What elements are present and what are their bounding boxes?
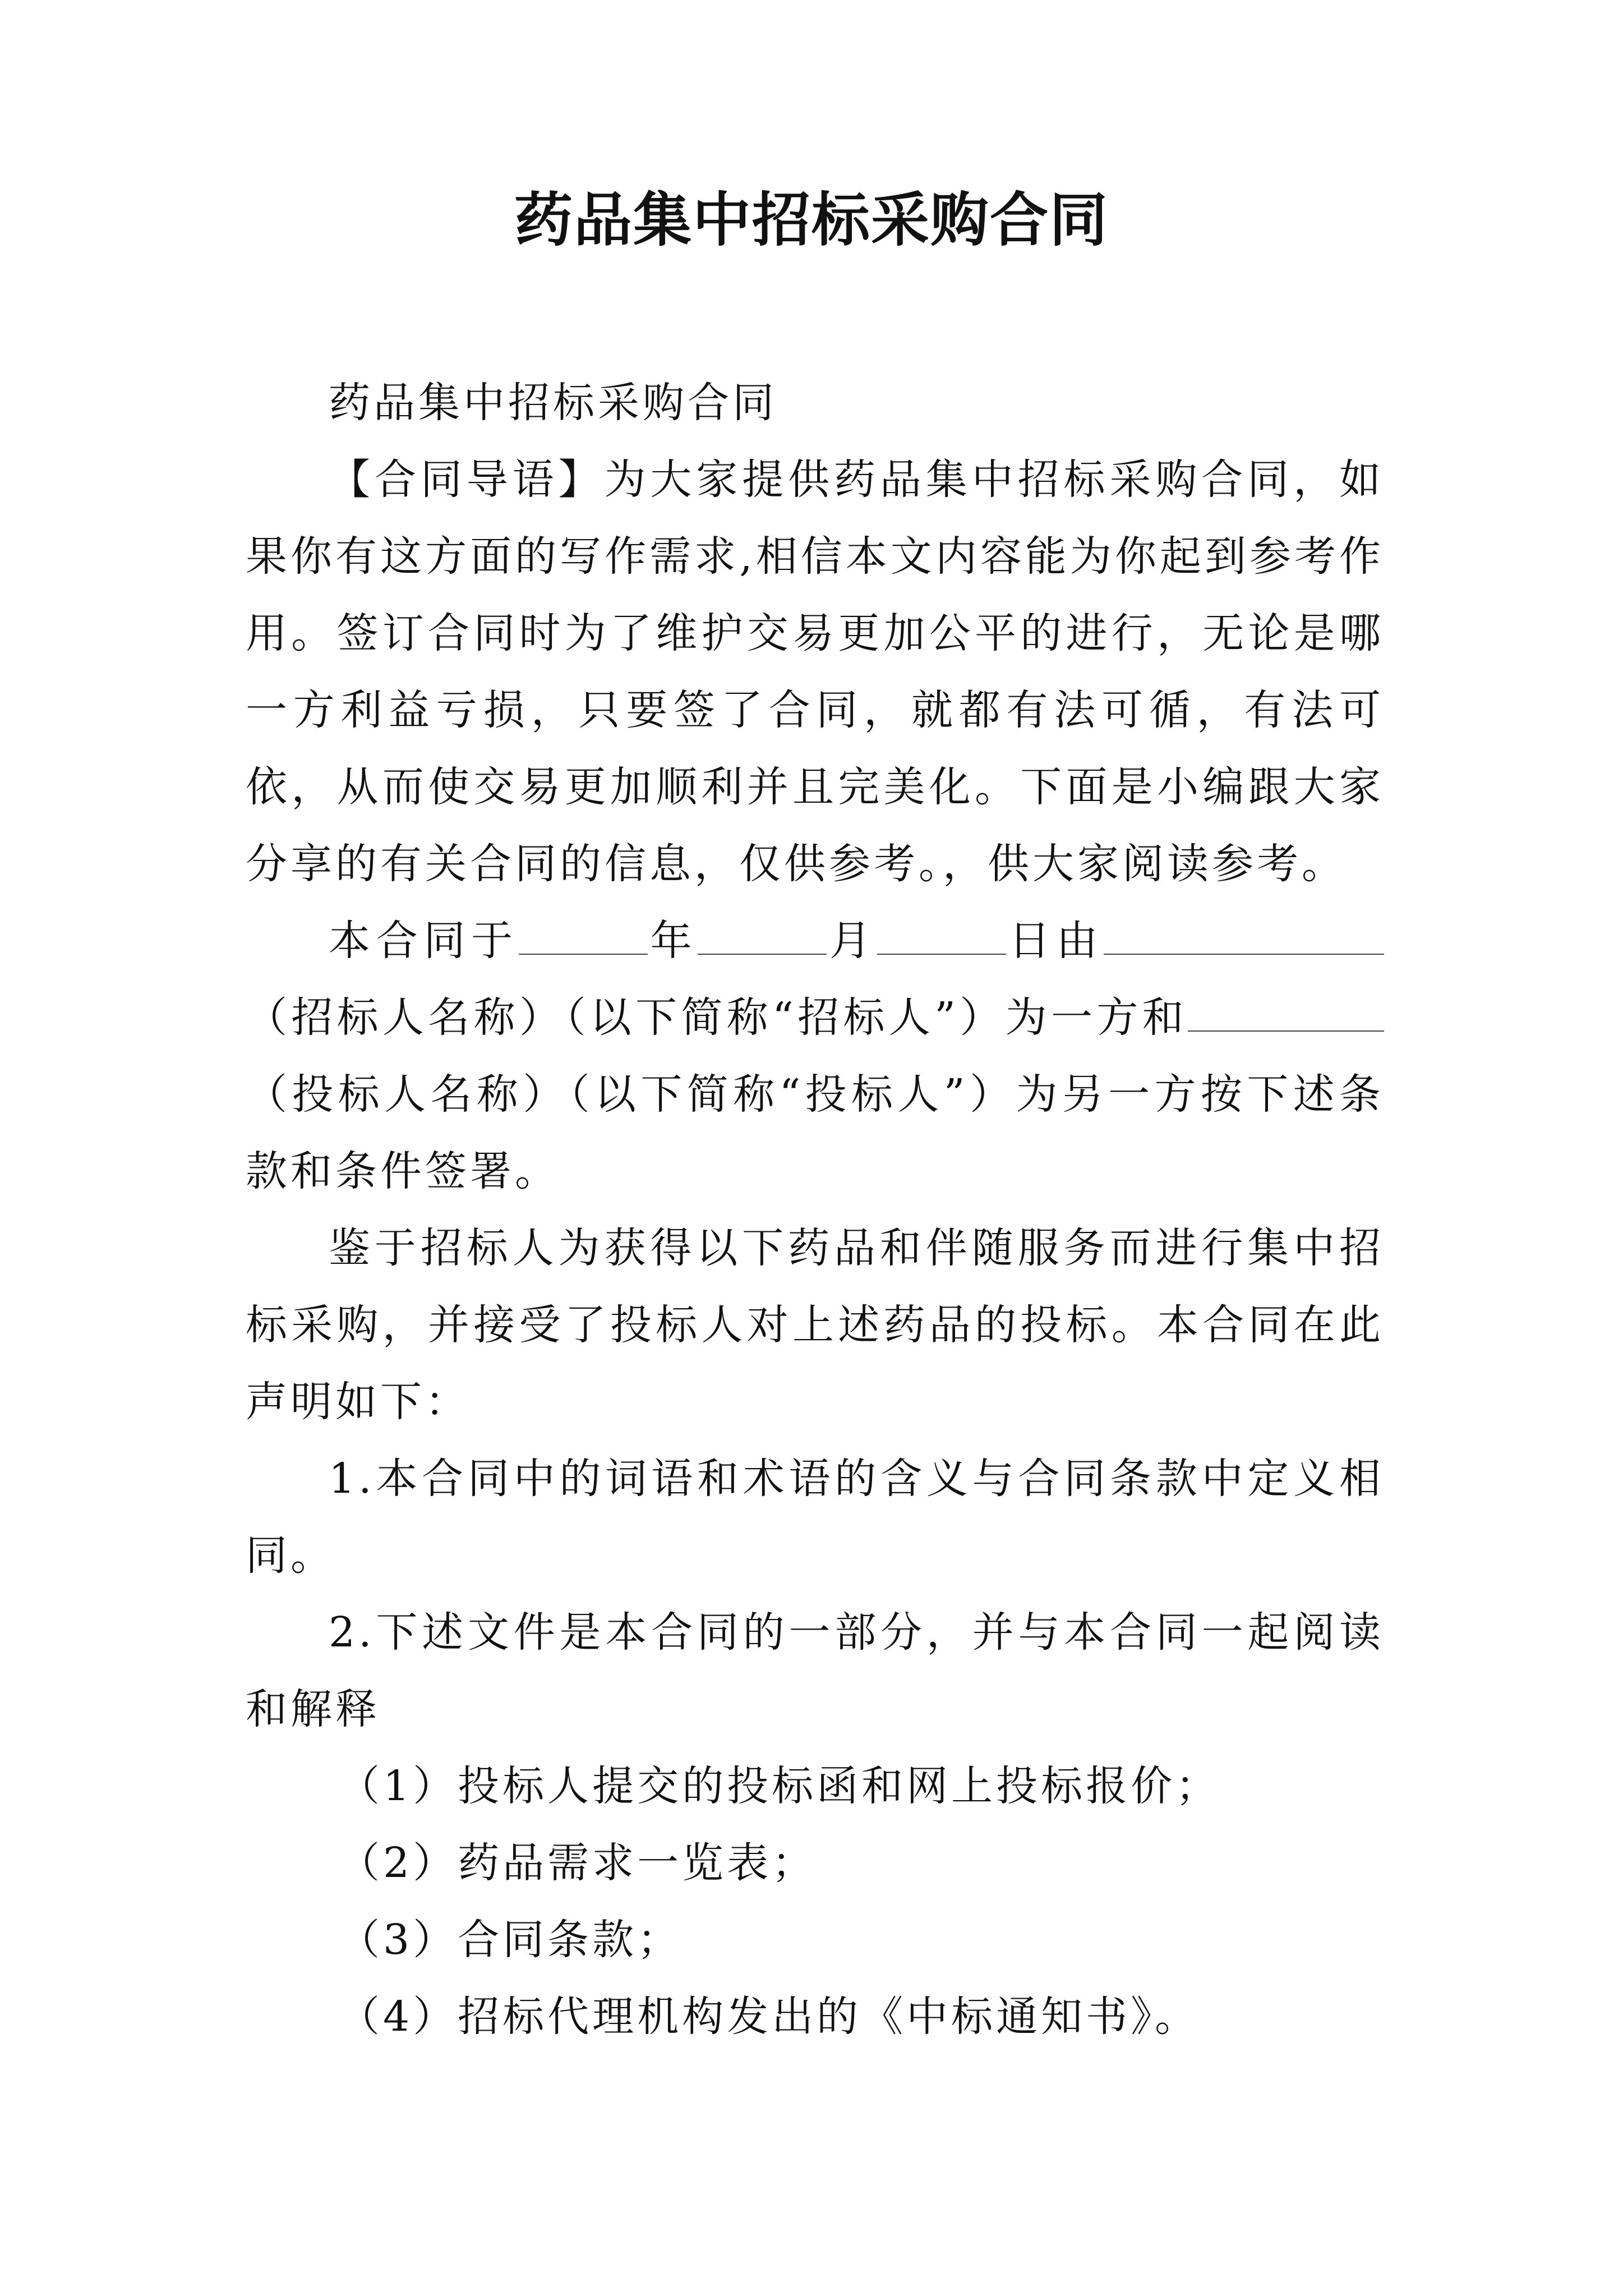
clause-2: 2.下述文件是本合同的一部分，并与本合同一起阅读和解释: [246, 1608, 1384, 1733]
day-label: 日由: [1006, 917, 1104, 965]
parties-text-3: （投标人名称）（以下简称“投标人”）为另一方按下述条款和条件签署。: [246, 1070, 1384, 1195]
clause-1: 1.本合同中的词语和术语的含义与合同条款中定义相同。: [246, 1455, 1384, 1580]
document-title: 药品集中招标采购合同: [514, 185, 1109, 254]
list-item: （3）合同条款；: [338, 1916, 683, 1964]
day-blank: [877, 916, 1006, 955]
bidder-blank: [1188, 993, 1384, 1032]
year-blank: [519, 916, 648, 955]
parties-paragraph: [246, 903, 1384, 1210]
whereas-paragraph: 鉴于招标人为获得以下药品和伴随服务而进行集中招标采购，并接受了投标人对上述药品的投标。本合同在此声明如下：: [246, 1224, 1384, 1426]
month-blank: [698, 916, 827, 955]
month-label: 月: [827, 917, 877, 965]
document-subtitle: 药品集中招标采购合同: [329, 379, 777, 427]
list-item: （1）投标人提交的投标函和网上投标报价；: [338, 1762, 1221, 1810]
tenderer-blank: [1104, 916, 1384, 955]
intro-paragraph: 【合同导语】为大家提供药品集中招标采购合同，如果你有这方面的写作需求,相信本文内容能为你起到参考作用。签订合同时为了维护交易更加公平的进行，无论是哪一方利益亏损，只要签了合同，就都有法可循，有法可依，从而使交易更加顺利并且完美化。下面是小编跟大家分享的有关合同的信息，仅供参考。，供大家阅读参考。: [246, 455, 1384, 888]
parties-text-2: （招标人名称）（以下简称“招标人”）为一方和: [246, 993, 1188, 1042]
list-item: （4）招标代理机构发出的《中标通知书》。: [338, 1993, 1200, 2041]
year-label: 年: [647, 917, 698, 965]
list-item: （2）药品需求一览表；: [338, 1839, 817, 1887]
document-body: [246, 365, 1384, 2055]
parties-text-1: 本合同于: [329, 917, 519, 965]
